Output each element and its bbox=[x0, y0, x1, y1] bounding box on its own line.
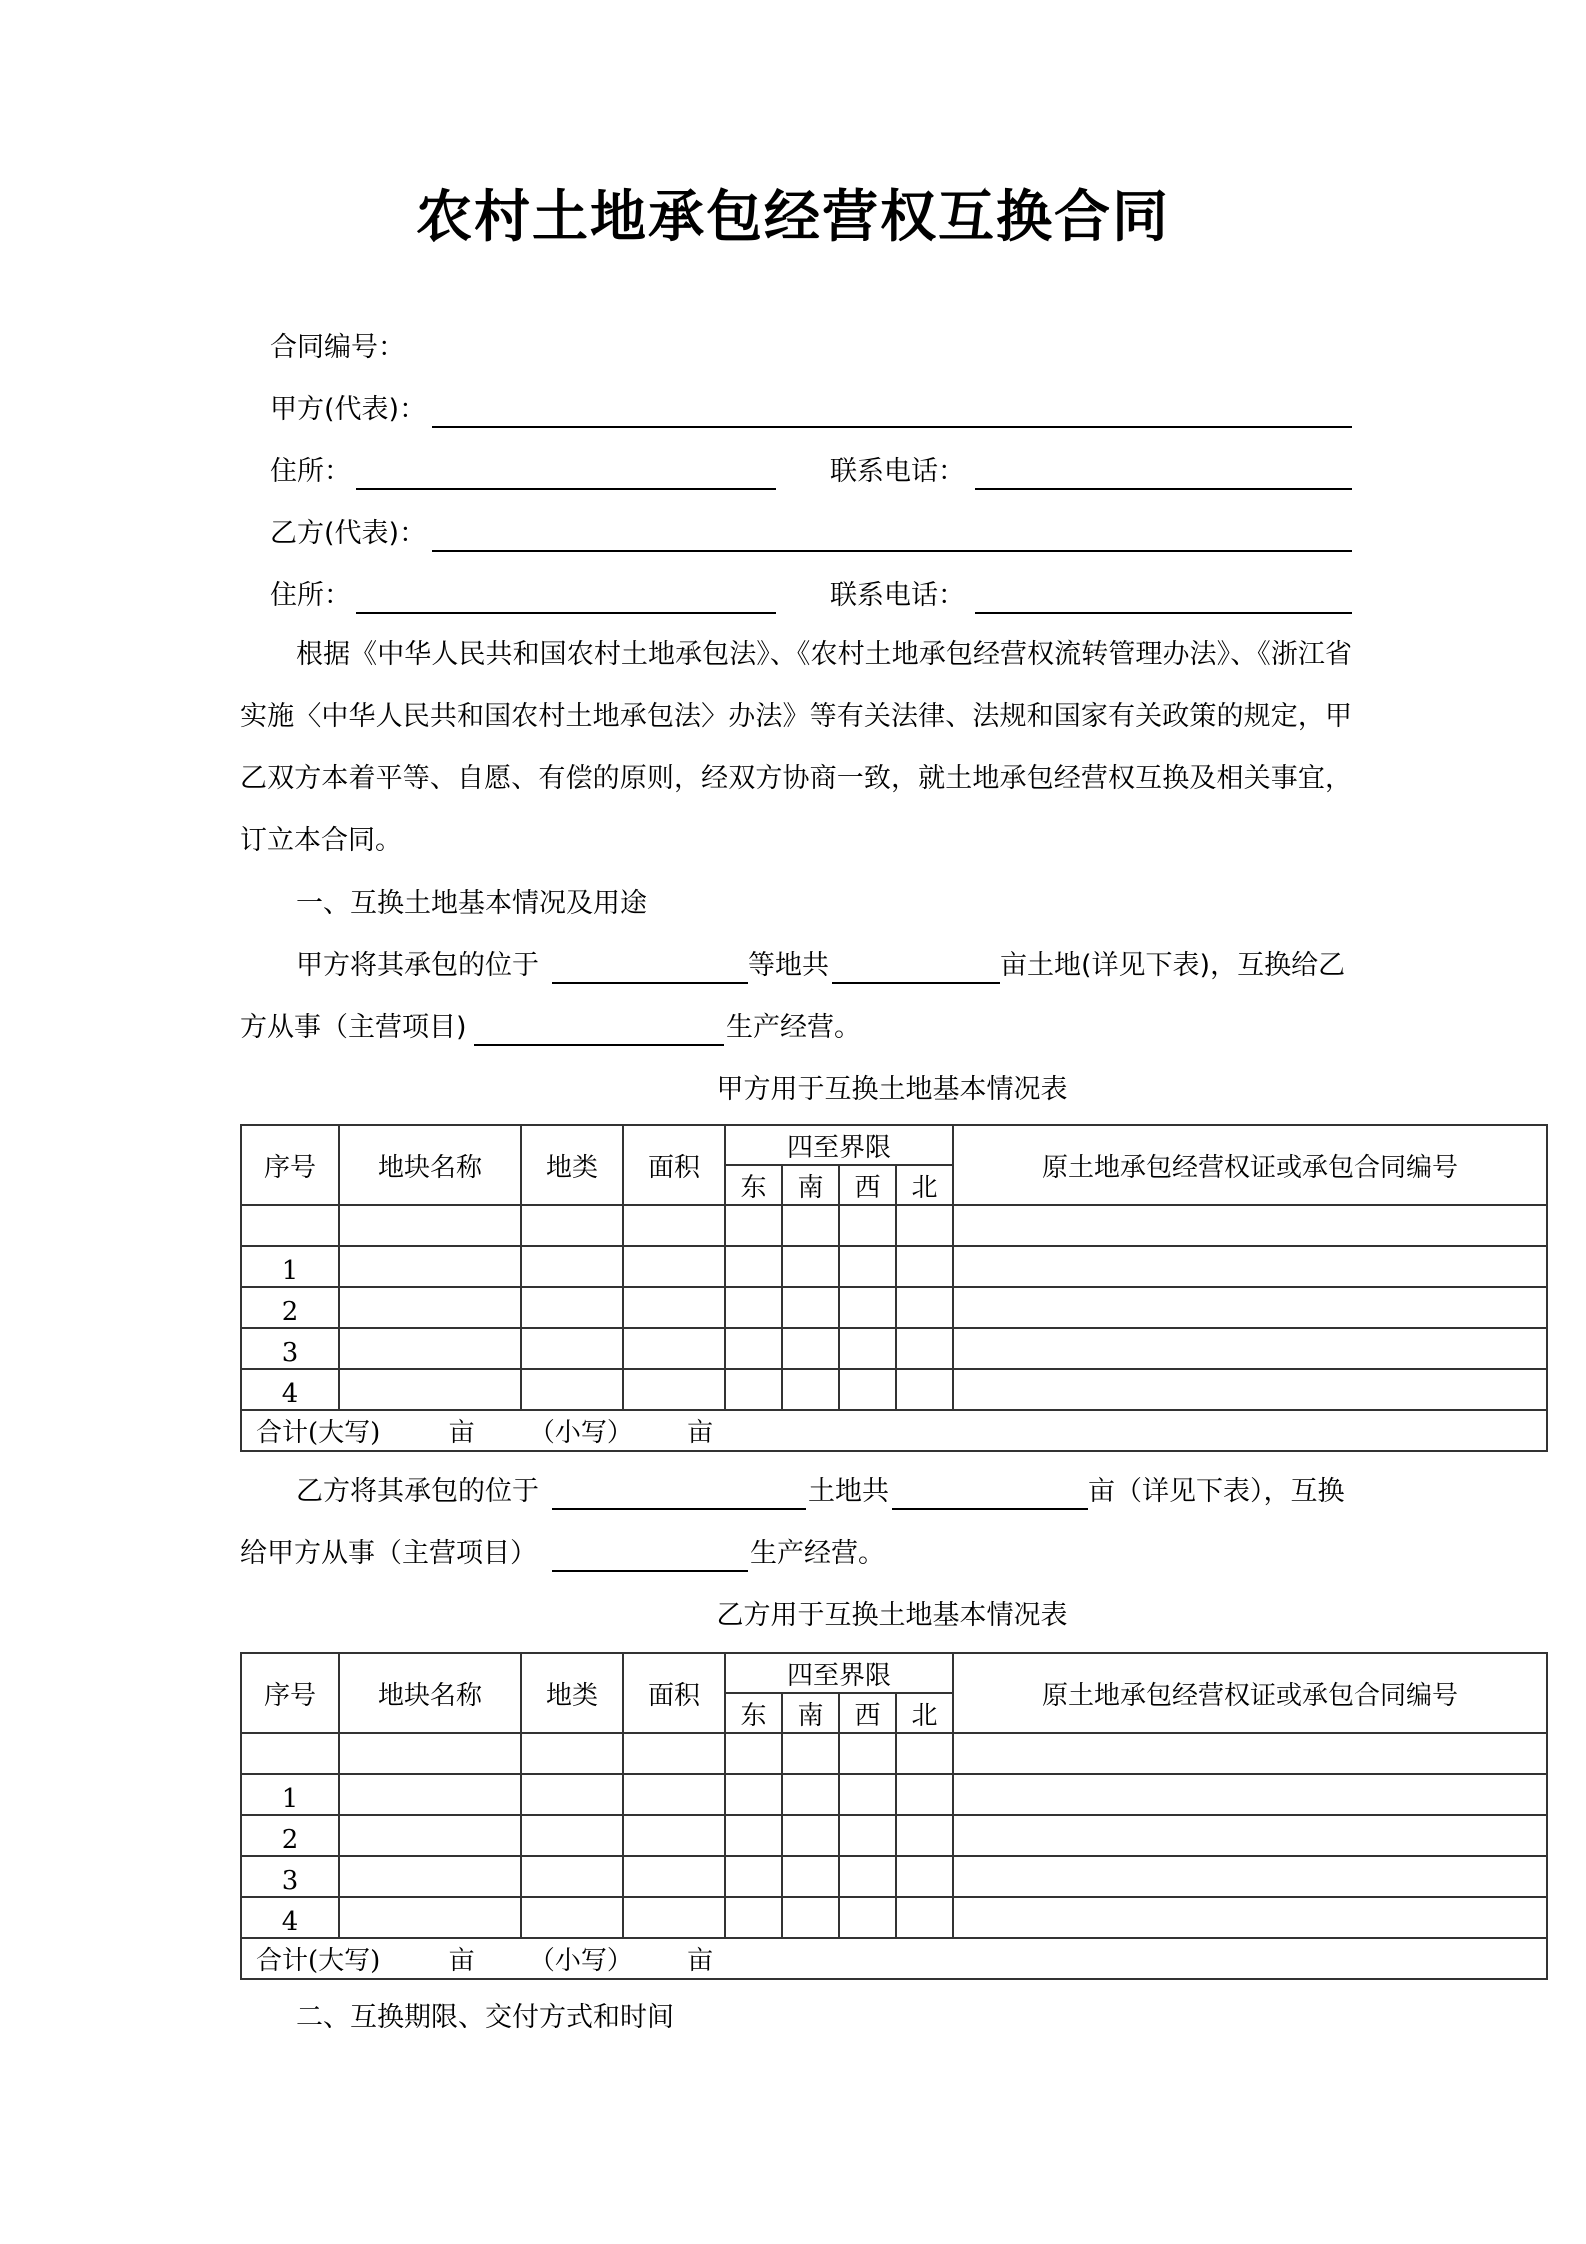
header-certificate: 原土地承包经营权证或承包合同编号 bbox=[953, 1653, 1547, 1733]
cell[interactable] bbox=[339, 1815, 521, 1856]
cell[interactable] bbox=[521, 1815, 623, 1856]
row-number: 4 bbox=[241, 1897, 339, 1938]
cell[interactable] bbox=[521, 1328, 623, 1369]
cell[interactable] bbox=[839, 1369, 896, 1410]
party-b-land-text-1: 乙方将其承包的位于 bbox=[296, 1476, 539, 1507]
cell[interactable] bbox=[339, 1369, 521, 1410]
cell[interactable] bbox=[839, 1733, 896, 1774]
cell[interactable] bbox=[521, 1246, 623, 1287]
cell[interactable] bbox=[896, 1733, 953, 1774]
cell[interactable] bbox=[521, 1369, 623, 1410]
table-row bbox=[241, 1287, 1547, 1328]
cell[interactable] bbox=[896, 1815, 953, 1856]
cell[interactable] bbox=[521, 1287, 623, 1328]
header-east: 东 bbox=[725, 1693, 782, 1733]
cell[interactable] bbox=[839, 1246, 896, 1287]
cell[interactable] bbox=[623, 1774, 725, 1815]
party-b-land-text-2: 土地共 bbox=[808, 1476, 889, 1507]
party-a-land-location-field[interactable] bbox=[552, 982, 748, 984]
cell[interactable] bbox=[782, 1774, 839, 1815]
cell[interactable] bbox=[782, 1287, 839, 1328]
cell[interactable] bbox=[623, 1369, 725, 1410]
cell[interactable] bbox=[339, 1733, 521, 1774]
table-a-caption: 甲方用于互换土地基本情况表 bbox=[716, 1074, 1068, 1105]
party-b-main-project-field[interactable] bbox=[552, 1570, 748, 1572]
party-b-address-field[interactable] bbox=[356, 612, 776, 614]
cell[interactable] bbox=[839, 1287, 896, 1328]
cell[interactable] bbox=[896, 1369, 953, 1410]
cell[interactable] bbox=[839, 1774, 896, 1815]
cell[interactable] bbox=[339, 1897, 521, 1938]
header-west: 西 bbox=[839, 1165, 896, 1205]
header-plot-name: 地块名称 bbox=[339, 1125, 521, 1205]
cell[interactable] bbox=[339, 1856, 521, 1897]
cell[interactable] bbox=[782, 1733, 839, 1774]
table-row bbox=[241, 1733, 1547, 1774]
party-a-land-text-4: 方从事（主营项目) bbox=[240, 1012, 467, 1043]
cell[interactable] bbox=[339, 1774, 521, 1815]
table-b bbox=[240, 1652, 1548, 1980]
total-label: 合计(大写) bbox=[256, 1418, 381, 1448]
party-b-phone-field[interactable] bbox=[975, 612, 1352, 614]
header-land-type: 地类 bbox=[521, 1653, 623, 1733]
cell[interactable] bbox=[623, 1328, 725, 1369]
party-b-phone-label: 联系电话： bbox=[830, 580, 965, 611]
cell[interactable] bbox=[953, 1369, 1547, 1410]
cell[interactable] bbox=[521, 1733, 623, 1774]
party-b-land-text-4: 给甲方从事（主营项目） bbox=[240, 1538, 537, 1569]
row-number: 3 bbox=[241, 1328, 339, 1369]
cell[interactable] bbox=[725, 1733, 782, 1774]
cell[interactable] bbox=[839, 1897, 896, 1938]
party-b-land-text-5: 生产经营。 bbox=[750, 1538, 885, 1569]
header-west: 西 bbox=[839, 1693, 896, 1733]
cell[interactable] bbox=[839, 1815, 896, 1856]
row-number: 1 bbox=[241, 1246, 339, 1287]
party-a-phone-field[interactable] bbox=[975, 488, 1352, 490]
header-plot-name: 地块名称 bbox=[339, 1653, 521, 1733]
cell[interactable] bbox=[782, 1246, 839, 1287]
cell[interactable] bbox=[725, 1287, 782, 1328]
cell[interactable] bbox=[339, 1205, 521, 1246]
cell[interactable] bbox=[896, 1246, 953, 1287]
header-south: 南 bbox=[782, 1693, 839, 1733]
party-a-land-text-1: 甲方将其承包的位于 bbox=[296, 950, 539, 981]
table-row bbox=[241, 1369, 1547, 1410]
cell[interactable] bbox=[953, 1856, 1547, 1897]
cell[interactable] bbox=[339, 1328, 521, 1369]
section-2-heading: 二、互换期限、交付方式和时间 bbox=[296, 2002, 674, 2033]
table-row bbox=[241, 1774, 1547, 1815]
cell[interactable] bbox=[725, 1369, 782, 1410]
cell[interactable] bbox=[521, 1856, 623, 1897]
party-a-address-label: 住所： bbox=[270, 456, 351, 487]
party-a-land-area-field[interactable] bbox=[832, 982, 1000, 984]
cell[interactable] bbox=[521, 1897, 623, 1938]
total-small-label: （小写） bbox=[528, 1946, 633, 1976]
party-a-land-text-2: 等地共 bbox=[748, 950, 829, 981]
total-label: 合计(大写) bbox=[256, 1946, 381, 1976]
cell[interactable] bbox=[839, 1856, 896, 1897]
cell[interactable] bbox=[782, 1328, 839, 1369]
cell[interactable] bbox=[953, 1287, 1547, 1328]
cell[interactable] bbox=[839, 1328, 896, 1369]
total-unit-1: 亩 bbox=[448, 1418, 475, 1448]
cell[interactable] bbox=[953, 1815, 1547, 1856]
cell[interactable] bbox=[953, 1246, 1547, 1287]
party-b-field[interactable] bbox=[432, 550, 1352, 552]
row-number bbox=[241, 1733, 339, 1774]
party-b-land-location-field[interactable] bbox=[552, 1508, 806, 1510]
cell[interactable] bbox=[521, 1205, 623, 1246]
party-a-label: 甲方(代表)： bbox=[270, 394, 427, 425]
party-b-land-text-3: 亩（详见下表），互换 bbox=[1088, 1476, 1345, 1507]
party-a-land-text-5: 生产经营。 bbox=[726, 1012, 861, 1043]
cell[interactable] bbox=[953, 1897, 1547, 1938]
cell[interactable] bbox=[953, 1205, 1547, 1246]
party-a-field[interactable] bbox=[432, 426, 1352, 428]
cell[interactable] bbox=[623, 1733, 725, 1774]
cell[interactable] bbox=[725, 1815, 782, 1856]
cell[interactable] bbox=[896, 1774, 953, 1815]
section-1-heading: 一、互换土地基本情况及用途 bbox=[296, 888, 647, 919]
cell[interactable] bbox=[623, 1205, 725, 1246]
cell[interactable] bbox=[521, 1774, 623, 1815]
header-boundary: 四至界限 bbox=[725, 1125, 953, 1165]
row-number: 1 bbox=[241, 1774, 339, 1815]
total-row bbox=[241, 1410, 1547, 1451]
party-b-address-label: 住所： bbox=[270, 580, 351, 611]
cell[interactable] bbox=[623, 1815, 725, 1856]
header-no: 序号 bbox=[241, 1653, 339, 1733]
cell[interactable] bbox=[782, 1369, 839, 1410]
row-number: 4 bbox=[241, 1369, 339, 1410]
cell[interactable] bbox=[339, 1246, 521, 1287]
table-row bbox=[241, 1205, 1547, 1246]
header-south: 南 bbox=[782, 1165, 839, 1205]
row-number: 2 bbox=[241, 1815, 339, 1856]
table-b-caption: 乙方用于互换土地基本情况表 bbox=[716, 1600, 1068, 1631]
cell[interactable] bbox=[725, 1328, 782, 1369]
cell[interactable] bbox=[725, 1205, 782, 1246]
cell[interactable] bbox=[725, 1774, 782, 1815]
cell[interactable] bbox=[896, 1287, 953, 1328]
row-number: 3 bbox=[241, 1856, 339, 1897]
row-number: 2 bbox=[241, 1287, 339, 1328]
party-b-label: 乙方(代表)： bbox=[270, 518, 427, 549]
cell[interactable] bbox=[782, 1815, 839, 1856]
cell[interactable] bbox=[896, 1205, 953, 1246]
cell[interactable] bbox=[782, 1856, 839, 1897]
cell[interactable] bbox=[339, 1287, 521, 1328]
total-cell bbox=[241, 1410, 1547, 1451]
total-unit-1: 亩 bbox=[448, 1946, 475, 1976]
total-cell bbox=[241, 1938, 1547, 1979]
total-unit-2: 亩 bbox=[687, 1418, 714, 1448]
table-row bbox=[241, 1815, 1547, 1856]
header-north: 北 bbox=[896, 1693, 953, 1733]
contract-number-label: 合同编号： bbox=[270, 332, 405, 363]
cell[interactable] bbox=[623, 1287, 725, 1328]
party-b-land-area-field[interactable] bbox=[892, 1508, 1088, 1510]
header-land-type: 地类 bbox=[521, 1125, 623, 1205]
cell[interactable] bbox=[623, 1246, 725, 1287]
table-a bbox=[240, 1124, 1548, 1452]
cell[interactable] bbox=[782, 1897, 839, 1938]
cell[interactable] bbox=[896, 1328, 953, 1369]
cell[interactable] bbox=[896, 1897, 953, 1938]
header-north: 北 bbox=[896, 1165, 953, 1205]
header-certificate: 原土地承包经营权证或承包合同编号 bbox=[953, 1125, 1547, 1205]
header-east: 东 bbox=[725, 1165, 782, 1205]
header-boundary: 四至界限 bbox=[725, 1653, 953, 1693]
preamble-paragraph: 根据《中华人民共和国农村土地承包法》、《农村土地承包经营权流转管理办法》、《浙江省实施〈中华人民共和国农村土地承包法〉办法》等有关法律、法规和国家有关政策的规定，甲乙双方本着平等、自愿、有偿的原则，经双方协商一致，就土地承包经营权互换及相关事宜，订立本合同。 bbox=[240, 639, 1352, 856]
cell[interactable] bbox=[725, 1897, 782, 1938]
cell[interactable] bbox=[896, 1856, 953, 1897]
total-small-label: （小写） bbox=[528, 1418, 633, 1448]
cell[interactable] bbox=[953, 1733, 1547, 1774]
table-row bbox=[241, 1328, 1547, 1369]
party-a-land-text-3: 亩土地(详见下表)，互换给乙 bbox=[1000, 950, 1346, 981]
document-title: 农村土地承包经营权互换合同 bbox=[416, 185, 1170, 250]
party-a-phone-label: 联系电话： bbox=[830, 456, 965, 487]
table-row bbox=[241, 1856, 1547, 1897]
header-area: 面积 bbox=[623, 1653, 725, 1733]
table-row bbox=[241, 1897, 1547, 1938]
table-row bbox=[241, 1246, 1547, 1287]
cell[interactable] bbox=[725, 1246, 782, 1287]
header-area: 面积 bbox=[623, 1125, 725, 1205]
party-a-address-field[interactable] bbox=[356, 488, 776, 490]
party-a-main-project-field[interactable] bbox=[474, 1044, 724, 1046]
total-unit-2: 亩 bbox=[687, 1946, 714, 1976]
total-row bbox=[241, 1938, 1547, 1979]
cell[interactable] bbox=[839, 1205, 896, 1246]
row-number bbox=[241, 1205, 339, 1246]
cell[interactable] bbox=[782, 1205, 839, 1246]
cell[interactable] bbox=[953, 1328, 1547, 1369]
cell[interactable] bbox=[953, 1774, 1547, 1815]
cell[interactable] bbox=[623, 1856, 725, 1897]
cell[interactable] bbox=[623, 1897, 725, 1938]
cell[interactable] bbox=[725, 1856, 782, 1897]
header-no: 序号 bbox=[241, 1125, 339, 1205]
